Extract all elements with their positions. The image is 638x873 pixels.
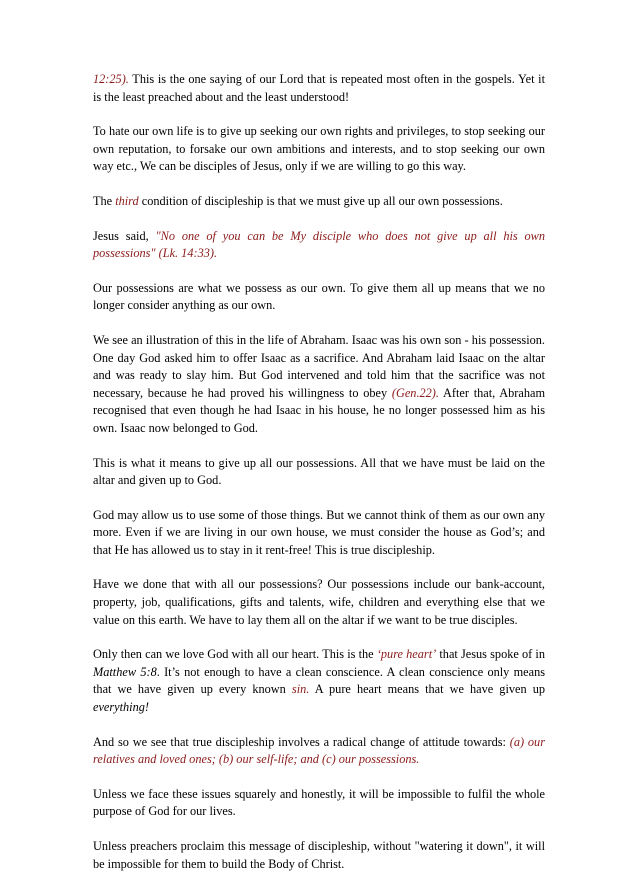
- paragraph-6: [93, 332, 545, 438]
- emphasis-text: Matthew 5:8: [93, 664, 157, 679]
- paragraph-13: [93, 838, 545, 873]
- paragraph-8: [93, 507, 545, 560]
- body-text: God may allow us to use some of those things. But we cannot think of them as our own any more. Even if we are living in our own house, we must consider the house as God’s; and that He has allowed us to stay in it rent-free! This is true discipleship.: [93, 507, 545, 557]
- body-text: A pure heart means that we have given up: [309, 682, 545, 697]
- emphasis-text: (a) our relatives and loved ones; (b) our self-life; and (c) our possessions.: [93, 734, 545, 767]
- paragraph-1: [93, 71, 545, 106]
- body-text: This is the one saying of our Lord that is repeated most often in the gospels. Yet it is the least preached about and the least understood!: [93, 72, 545, 104]
- body-text: . It’s not enough to have a clean conscience. A clean conscience only means that we have given up every known: [93, 664, 546, 697]
- emphasis-text: "No one of you can be My disciple who does not give up all his own possessions" (Lk. 14:33).: [93, 228, 545, 261]
- paragraph-9: [93, 576, 545, 629]
- body-text: Only then can we love God with all our heart. This is the: [93, 647, 377, 662]
- paragraph-3: [93, 193, 545, 211]
- body-text: This is what it means to give up all our possessions. All that we have must be laid on the altar and given up to God.: [93, 455, 545, 488]
- body-text: The: [93, 193, 116, 208]
- body-text: Our possessions are what we possess as our own. To give them all up means that we no longer consider anything as our own.: [93, 280, 545, 313]
- body-text: We see an illustration of this in the life of Abraham. Isaac was his own son - his possession. One day God asked him to offer Isaac as a sacrifice. And Abraham laid Isaac on the altar and was ready to slay him. But God intervened and told him that the sacrifice was not necessary, because he had proved his willingness to obey: [93, 332, 545, 400]
- paragraph-12: [93, 786, 545, 821]
- paragraph-2: [93, 123, 545, 176]
- paragraph-7: [93, 455, 545, 490]
- paragraph-10: [93, 646, 545, 716]
- emphasis-text: 12:25).: [93, 72, 129, 86]
- emphasis-text: sin.: [291, 682, 310, 697]
- body-text: To hate our own life is to give up seeking our own rights and privileges, to stop seeking our own reputation, to forsake our own ambitions and interests, and to stop seeking our own way etc., We can be disciples of Jesus, only if we are willing to go this way.: [93, 124, 545, 174]
- body-text: Unless preachers proclaim this message of discipleship, without "watering it down", it will be impossible for them to build the Body of Christ.: [93, 839, 545, 871]
- emphasis-text: third: [115, 193, 139, 208]
- body-text: And so we see that true discipleship involves a radical change of attitude towards:: [93, 734, 510, 749]
- body-text: Have we done that with all our possessions? Our possessions include our bank-account, property, job, qualifications, gifts and talents, wife, children and everything else that we value on this earth. We have to lay them all on the altar if we want to be true disciples.: [93, 577, 545, 627]
- body-text: condition of discipleship is that we must give up all our own possessions.: [138, 193, 503, 208]
- paragraph-11: [93, 734, 545, 769]
- body-text: that Jesus spoke of in: [436, 647, 545, 662]
- body-text: Jesus said,: [93, 228, 156, 243]
- emphasis-text: everything!: [93, 700, 149, 715]
- body-text: Unless we face these issues squarely and honestly, it will be impossible to fulfil the whole purpose of God for our lives.: [93, 786, 545, 819]
- paragraph-5: [93, 280, 545, 315]
- body-text: After that, Abraham recognised that even though he had Isaac in his house, he no longer possessed him as his own. Isaac now belonged to God.: [93, 385, 546, 435]
- paragraph-4: [93, 228, 545, 263]
- emphasis-text: ‘pure heart’: [376, 647, 437, 662]
- emphasis-text: (Gen.22).: [391, 385, 439, 400]
